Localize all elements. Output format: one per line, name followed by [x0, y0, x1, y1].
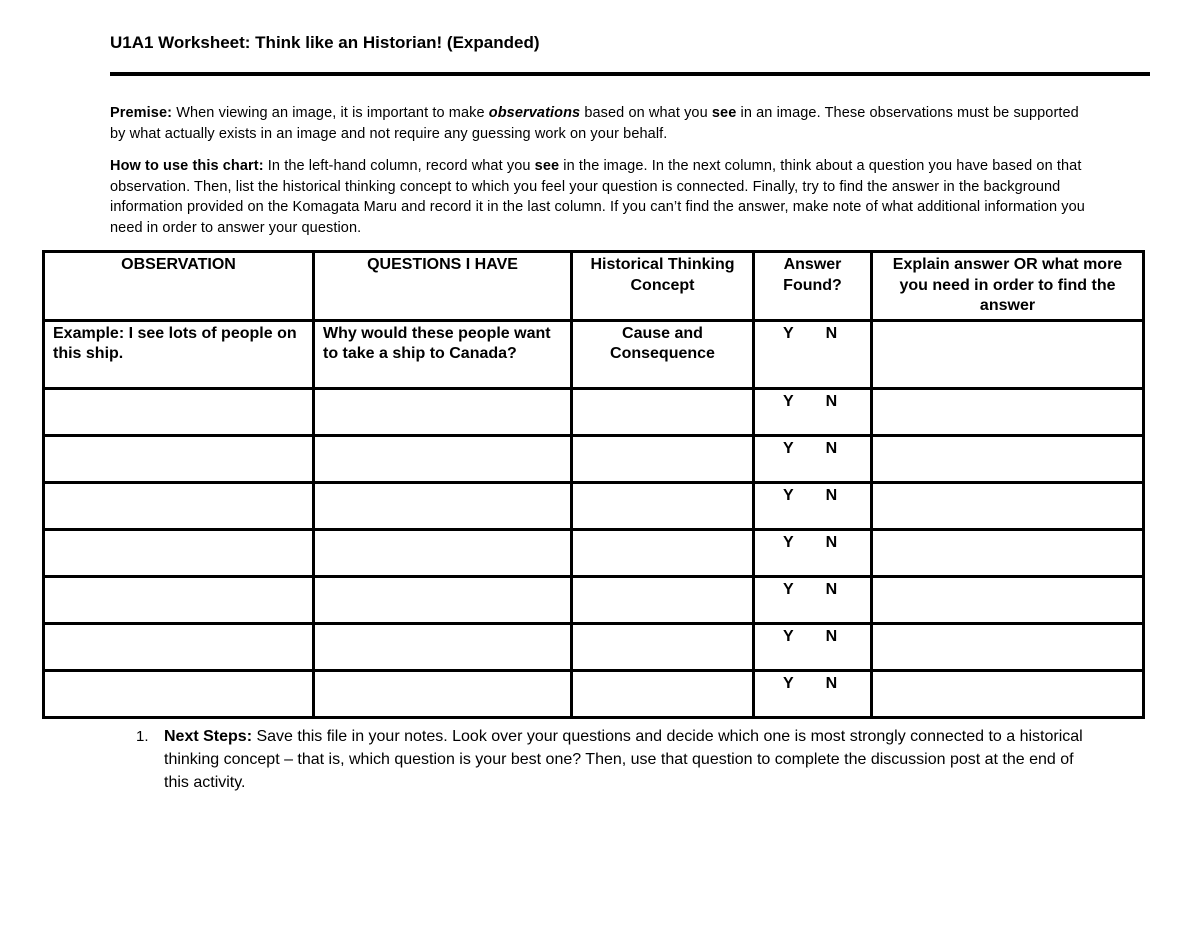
- example-answer-found[interactable]: [754, 320, 872, 388]
- example-observation[interactable]: Example: I see lots of people on this ship.: [44, 320, 314, 388]
- no-option[interactable]: N: [825, 324, 838, 342]
- observation-cell[interactable]: [44, 482, 314, 529]
- question-cell[interactable]: [314, 670, 572, 717]
- yes-no-options: [763, 627, 862, 648]
- header-concept: Historical Thinking Concept: [572, 252, 754, 321]
- yes-no-options: [763, 324, 862, 345]
- list-number: 1.: [136, 728, 149, 745]
- example-explain[interactable]: [872, 320, 1144, 388]
- premise-text-2: based on what you: [580, 105, 712, 121]
- table-row: [44, 388, 1144, 435]
- premise-bold-see: see: [711, 105, 737, 121]
- how-to-text-1: In the left-hand column, record what you: [263, 158, 535, 174]
- no-option[interactable]: N: [825, 439, 838, 457]
- yes-option[interactable]: Y: [783, 533, 794, 551]
- explain-cell[interactable]: [872, 670, 1144, 717]
- example-question[interactable]: Why would these people want to take a ship to Canada?: [314, 320, 572, 388]
- answer-found-cell[interactable]: [754, 388, 872, 435]
- question-cell[interactable]: [314, 529, 572, 576]
- yes-no-options: [763, 580, 862, 601]
- answer-found-cell[interactable]: [754, 623, 872, 670]
- concept-cell[interactable]: [572, 670, 754, 717]
- explain-cell[interactable]: [872, 482, 1144, 529]
- explain-cell[interactable]: [872, 435, 1144, 482]
- answer-found-cell[interactable]: [754, 529, 872, 576]
- header-explain: Explain answer OR what more you need in order to find the answer: [872, 252, 1144, 321]
- yes-no-options: [763, 533, 862, 554]
- title-divider: [110, 72, 1150, 76]
- table-row: [44, 623, 1144, 670]
- question-cell[interactable]: [314, 623, 572, 670]
- yes-no-options: [763, 486, 862, 507]
- worksheet-title: U1A1 Worksheet: Think like an Historian! (Expanded): [110, 33, 540, 52]
- yes-option[interactable]: Y: [783, 486, 794, 504]
- concept-cell[interactable]: [572, 576, 754, 623]
- question-cell[interactable]: [314, 576, 572, 623]
- observation-cell[interactable]: [44, 670, 314, 717]
- yes-no-options: [763, 392, 862, 413]
- how-to-bold-see: see: [534, 158, 560, 174]
- table-row: [44, 482, 1144, 529]
- next-steps-body: Save this file in your notes. Look over your questions and decide which one is most strongly connected to a historical thinking concept – that is, which question is your best one? Then, use that question to complete the discussion post at the end of this activity.: [164, 728, 1083, 791]
- question-cell[interactable]: [314, 435, 572, 482]
- no-option[interactable]: N: [825, 486, 838, 504]
- next-steps-text: [164, 725, 1096, 794]
- observation-cell[interactable]: [44, 529, 314, 576]
- question-cell[interactable]: [314, 388, 572, 435]
- premise-emph-observations: observations: [488, 105, 581, 121]
- premise-paragraph: [110, 103, 1090, 144]
- yes-option[interactable]: Y: [783, 392, 794, 410]
- answer-found-cell[interactable]: [754, 576, 872, 623]
- answer-found-cell[interactable]: [754, 670, 872, 717]
- table-row: [44, 435, 1144, 482]
- table-row: [44, 576, 1144, 623]
- concept-cell[interactable]: [572, 529, 754, 576]
- header-questions: QUESTIONS I HAVE: [314, 252, 572, 321]
- concept-cell[interactable]: [572, 435, 754, 482]
- explain-cell[interactable]: [872, 576, 1144, 623]
- yes-option[interactable]: Y: [783, 674, 794, 692]
- concept-cell[interactable]: [572, 482, 754, 529]
- observation-cell[interactable]: [44, 623, 314, 670]
- concept-cell[interactable]: [572, 623, 754, 670]
- no-option[interactable]: N: [825, 533, 838, 551]
- observation-cell[interactable]: [44, 576, 314, 623]
- example-concept[interactable]: Cause and Consequence: [572, 320, 754, 388]
- no-option[interactable]: N: [825, 580, 838, 598]
- header-observation: OBSERVATION: [44, 252, 314, 321]
- next-steps-item: [136, 725, 1096, 794]
- premise-text-3: in an image. These observations must be supported by what actually exists in an image and not require any guessing work on your behalf.: [110, 105, 1079, 142]
- how-to-paragraph: [110, 156, 1090, 238]
- no-option[interactable]: N: [825, 392, 838, 410]
- yes-option[interactable]: Y: [783, 324, 794, 342]
- table-row: [44, 670, 1144, 717]
- answer-found-cell[interactable]: [754, 435, 872, 482]
- yes-no-options: [763, 439, 862, 460]
- example-row: [44, 320, 1144, 388]
- premise-text-1: When viewing an image, it is important to make: [172, 105, 489, 121]
- observation-cell[interactable]: [44, 435, 314, 482]
- yes-option[interactable]: Y: [783, 439, 794, 457]
- premise-label: Premise:: [110, 105, 173, 121]
- yes-option[interactable]: Y: [783, 627, 794, 645]
- explain-cell[interactable]: [872, 388, 1144, 435]
- observation-cell[interactable]: [44, 388, 314, 435]
- explain-cell[interactable]: [872, 623, 1144, 670]
- header-row: [44, 252, 1144, 321]
- concept-cell[interactable]: [572, 388, 754, 435]
- explain-cell[interactable]: [872, 529, 1144, 576]
- how-to-text-2: in the image. In the next column, think about a question you have based on that observation. Then, list the historical thinking concept to which you feel your question is connected. Finally, try to find the answer in the background information provided on the Komagata Maru and record it in the last column. If you can’t find the answer, make note of what additional information you need in order to answer your question.: [110, 158, 1085, 236]
- answer-found-cell[interactable]: [754, 482, 872, 529]
- question-cell[interactable]: [314, 482, 572, 529]
- table-row: [44, 529, 1144, 576]
- yes-no-options: [763, 674, 862, 695]
- yes-option[interactable]: Y: [783, 580, 794, 598]
- next-steps-label: Next Steps:: [164, 728, 253, 745]
- no-option[interactable]: N: [825, 627, 838, 645]
- header-answer-found: Answer Found?: [754, 252, 872, 321]
- how-to-label: How to use this chart:: [110, 158, 264, 174]
- observation-chart: [42, 250, 1145, 719]
- no-option[interactable]: N: [825, 674, 838, 692]
